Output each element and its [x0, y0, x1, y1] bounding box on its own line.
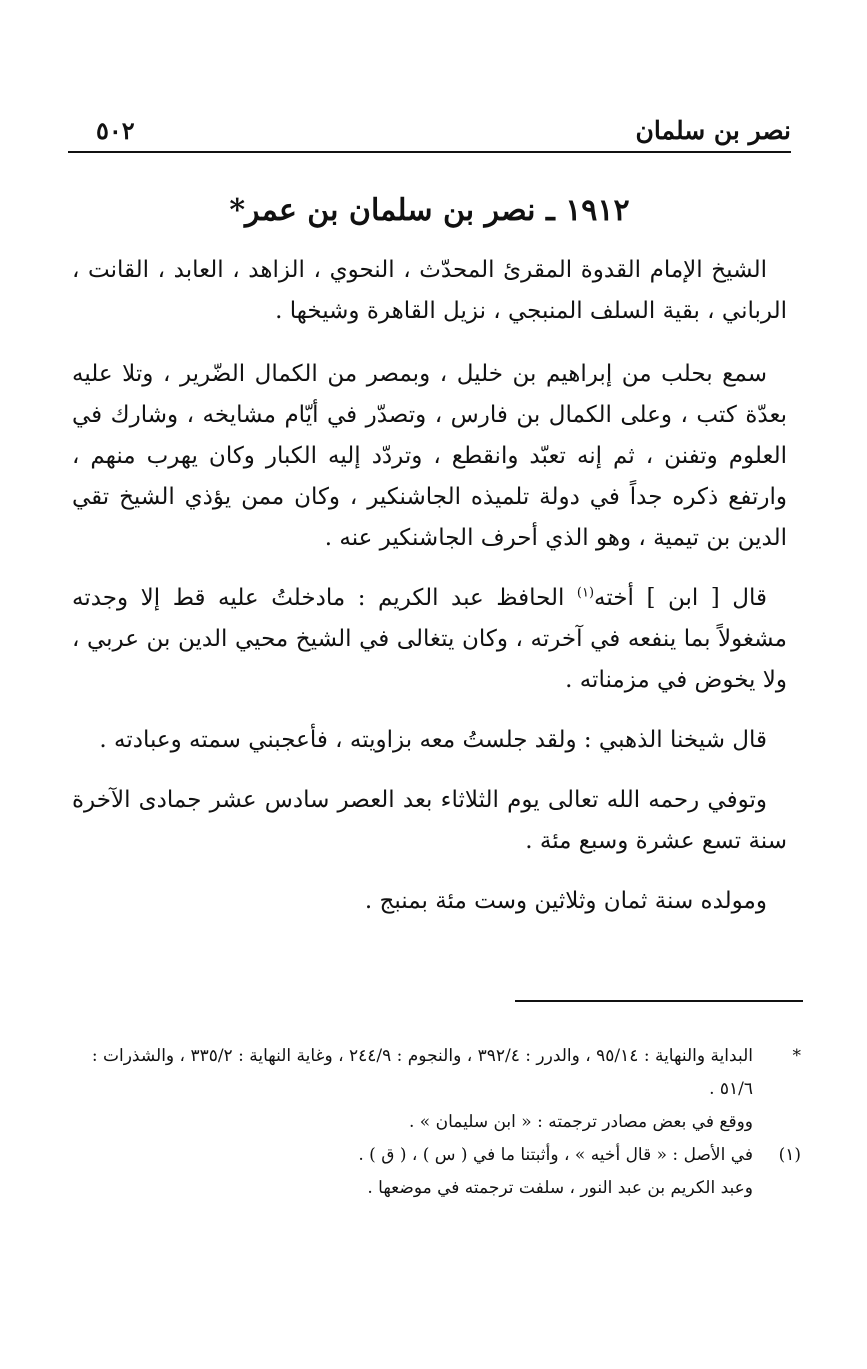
quote-intro: قال [ ابن ] أخته: [594, 585, 767, 611]
paragraph-birth: ومولده سنة ثمان وثلاثين وست مئة بمنبج .: [364, 888, 767, 914]
footnote-line: في الأصل : « قال أخيه » ، وأثبتنا ما في ( س ) ، ( ق ) .: [358, 1145, 753, 1165]
paragraph-biography: سمع بحلب من إبراهيم بن خليل ، وبمصر من الكمال الضّرير ، وتلا عليه بعدّة كتب ، وعلى الكمال بن فارس ، وتصدّر في أيّام مشايخه ، وشارك في العلوم وتفنن ، ثم إنه تعبّد وانقطع ، وتردّد إليه الكبار وكان يهرب منهم ، وارتفع ذكره جداً في دولة تلميذه الجاشنكير ، وكان ممن يؤذي الشيخ تقي الدين بن تيمية ، وهو الذي أحرف الجاشنكير عنه .: [72, 361, 787, 551]
entry-title: ١٩١٢ ـ نصر بن سلمان بن عمر*: [229, 193, 630, 228]
footnote-star: [72, 1040, 801, 1139]
footnote-line: البداية والنهاية : ٩٥/١٤ ، والدرر : ٣٩٢/٤ ، والنجوم : ٢٤٤/٩ ، وغاية النهاية : ٣٣٥/٢ ، والشذرات : ٥١/٦ .: [91, 1046, 753, 1099]
footnote-1: [72, 1139, 801, 1205]
header-rule: [68, 151, 791, 153]
footnote-rule: [515, 1000, 803, 1002]
footnote-line: وعبد الكريم بن عبد النور ، سلفت ترجمته في موضعها .: [367, 1178, 753, 1198]
footnote-ref-1: (١): [576, 585, 595, 601]
paragraph-quote-hafiz: [72, 578, 787, 701]
paragraph-epithets: الشيخ الإمام القدوة المقرئ المحدّث ، النحوي ، الزاهد ، العابد ، القانت ، الرباني ، بقية السلف المنبجي ، نزيل القاهرة وشيخها .: [72, 257, 787, 324]
footnote-mark: (١): [778, 1145, 801, 1165]
paragraph-death: وتوفي رحمه الله تعالى يوم الثلاثاء بعد العصر سادس عشر جمادى الآخرة سنة تسع عشرة وسبع مئة .: [72, 787, 787, 854]
quote-text: الحافظ عبد الكريم : مادخلتُ عليه قط إلا وجدته مشغولاً بما ينفعه في آخرته ، وكان يتغالى في الشيخ محيي الدين بن عربي ، ولا يخوض في مزمناته .: [72, 585, 787, 693]
running-title: نصر بن سلمان: [635, 116, 791, 145]
footnotes: [72, 1040, 801, 1205]
body-text: [72, 250, 787, 941]
running-header: [68, 110, 791, 150]
footnote-line: ووقع في بعض مصادر ترجمته : « ابن سليمان » .: [408, 1112, 753, 1132]
footnote-mark: *: [792, 1046, 801, 1066]
paragraph-quote-dhahabi: قال شيخنا الذهبي : ولقد جلستُ معه بزاويته ، فأعجبني سمته وعبادته .: [99, 727, 767, 753]
page-number: ٥٠٢: [96, 116, 135, 145]
